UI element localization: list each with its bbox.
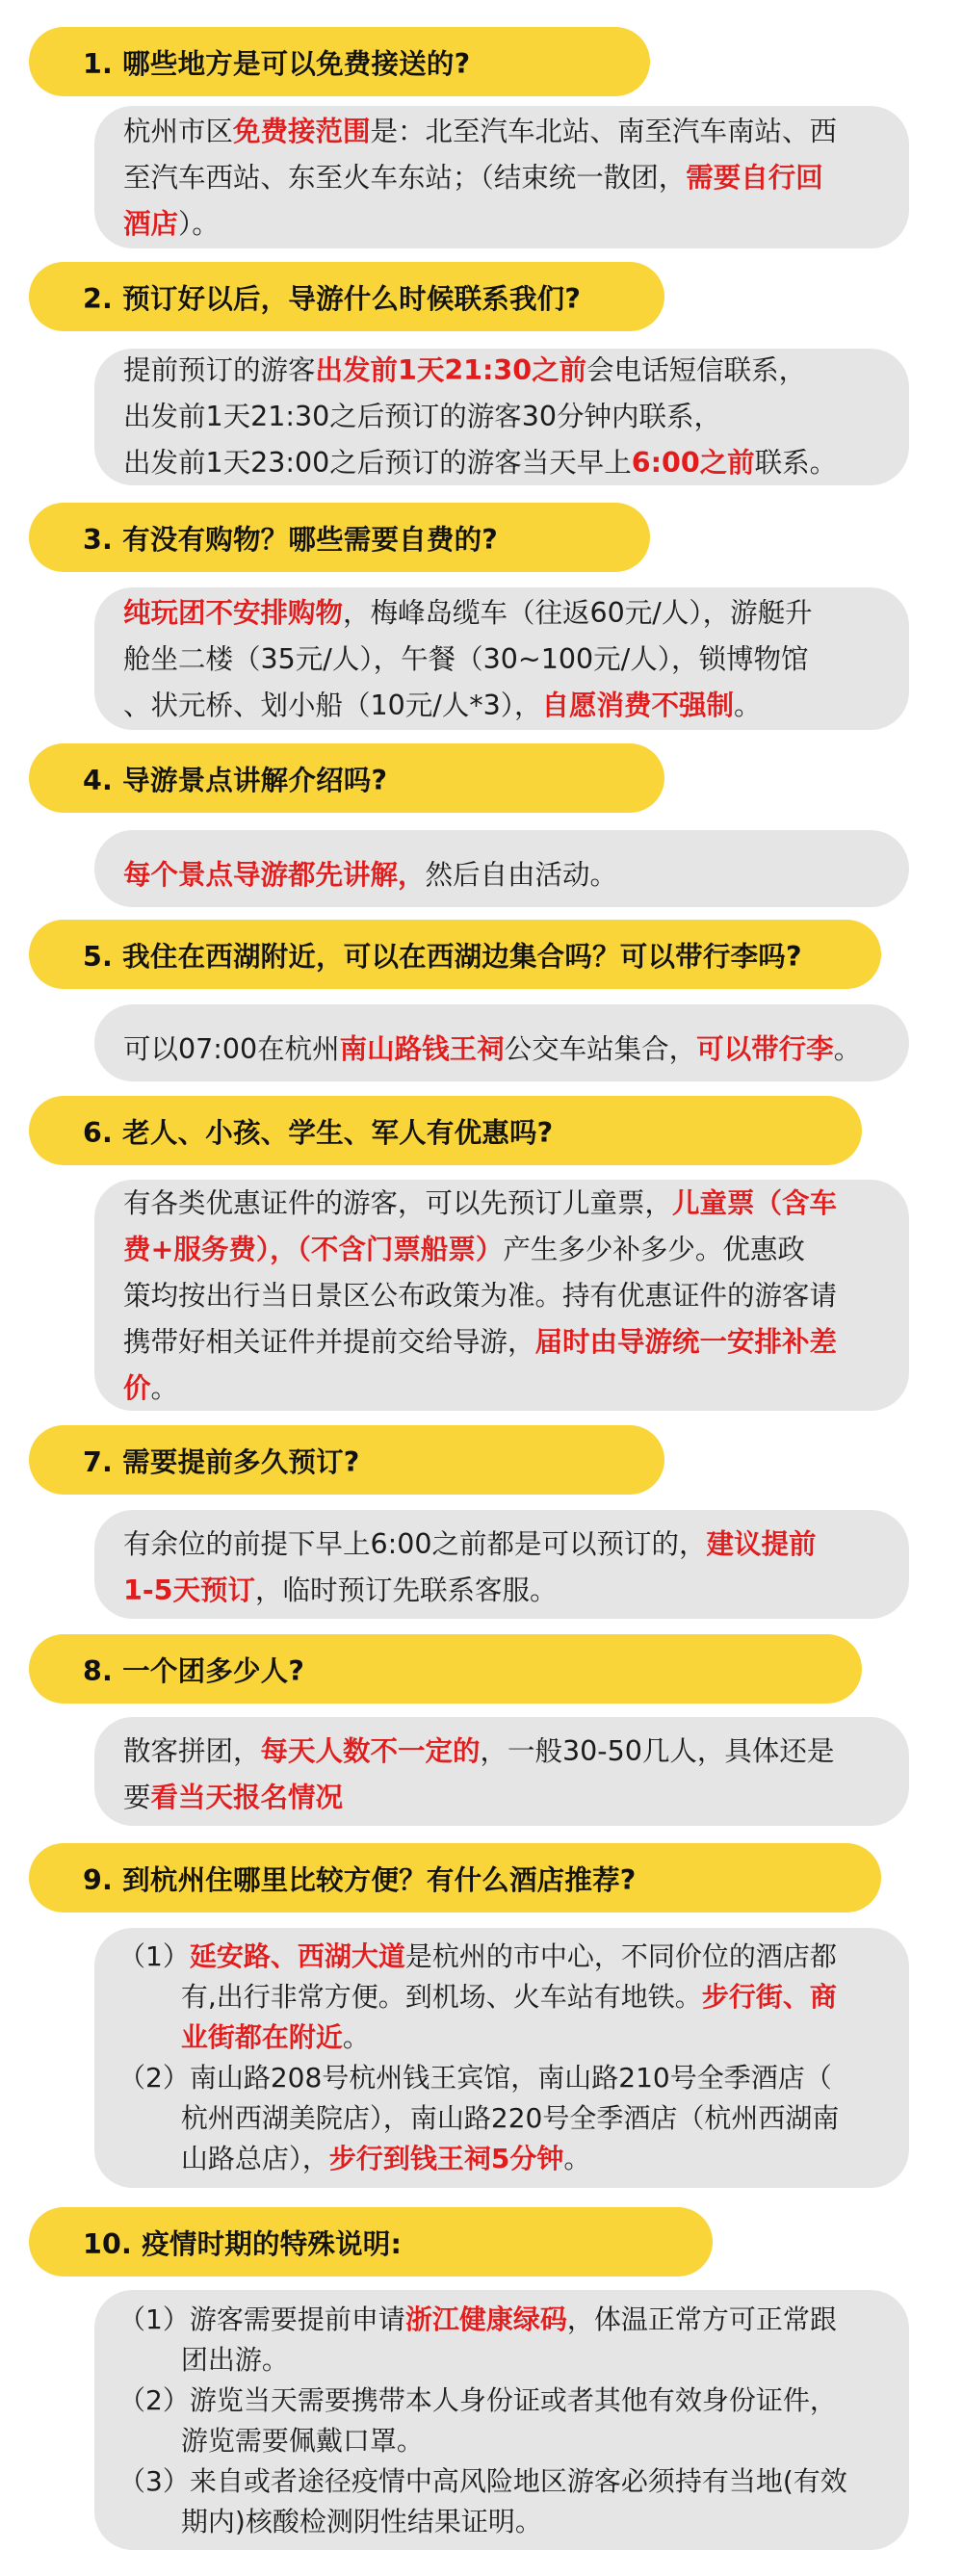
question-2 xyxy=(29,262,664,331)
question-4 xyxy=(29,743,664,813)
question-9 xyxy=(29,1843,881,1912)
answer-line xyxy=(123,590,880,637)
question-10 xyxy=(29,2207,713,2277)
answer-line xyxy=(118,2340,880,2381)
answer-text: 会电话短信联系， xyxy=(586,354,807,386)
answer-2 xyxy=(94,349,909,485)
answer-line xyxy=(123,1568,880,1614)
answer-text: 。 xyxy=(150,1372,179,1404)
answer-text: 。 xyxy=(563,2143,591,2174)
highlight-text: 步行到钱王祠5分钟 xyxy=(328,2143,564,2174)
answer-text: 团出游。 xyxy=(118,2344,289,2376)
answer-line xyxy=(118,2502,880,2542)
answer-line xyxy=(123,109,880,155)
highlight-text: 免费接范围 xyxy=(233,116,371,147)
highlight-text: 每个景点导游都先讲解， xyxy=(123,859,426,891)
answer-line xyxy=(123,394,880,440)
highlight-text: 出发前1天21:30之前 xyxy=(315,354,587,386)
answer-text: （2）游览当天需要携带本人身份证或者其他有效身份证件， xyxy=(118,2384,837,2416)
question-5 xyxy=(29,920,881,989)
highlight-text: 需要自行回 xyxy=(686,162,823,194)
answer-text: 。 xyxy=(833,1033,862,1065)
answer-line xyxy=(118,2461,880,2502)
answer-text: 有,出行非常方便。到机场、火车站有地铁。 xyxy=(118,1981,702,2013)
answer-line xyxy=(123,852,880,898)
answer-line xyxy=(118,2139,880,2179)
answer-line xyxy=(123,201,880,247)
answer-text: 有各类优惠证件的游客，可以先预订儿童票， xyxy=(123,1187,673,1219)
question-6 xyxy=(29,1096,862,1165)
answer-line xyxy=(123,1273,880,1319)
highlight-text: 南山路钱王祠 xyxy=(339,1033,505,1065)
answer-text: 散客拼团， xyxy=(123,1734,261,1767)
answer-line xyxy=(123,348,880,394)
highlight-text: 酒店 xyxy=(123,208,179,240)
answer-line xyxy=(123,155,880,201)
answer-text: 杭州西湖美院店），南山路220号全季酒店（杭州西湖南 xyxy=(118,2102,840,2134)
answer-text: 然后自由活动。 xyxy=(425,859,618,891)
answer-line xyxy=(123,683,880,729)
highlight-text: 1-5天预订 xyxy=(123,1574,255,1606)
highlight-text: 纯玩团不安排购物 xyxy=(123,596,344,629)
answer-6 xyxy=(94,1180,909,1411)
question-6-text: 6. 老人、小孩、学生、军人有优惠吗? xyxy=(83,1116,554,1149)
answer-3 xyxy=(94,587,909,730)
answer-text: 舱坐二楼（35元/人），午餐（30~100元/人），锁博物馆 xyxy=(123,642,809,675)
answer-text: （1）游客需要提前申请 xyxy=(118,2303,405,2335)
answer-text: 可以07:00在杭州 xyxy=(123,1033,340,1065)
answer-text: 至汽车西站、东至火车东站；（结束统一散团， xyxy=(123,162,687,194)
answer-line xyxy=(123,440,880,486)
answer-text: ，临时预订先联系客服。 xyxy=(255,1574,558,1606)
question-2-text: 2. 预订好以后，导游什么时候联系我们? xyxy=(83,282,582,315)
answer-line xyxy=(123,1027,880,1073)
highlight-text: 每天人数不一定的 xyxy=(260,1734,481,1767)
answer-text: 策均按出行当日景区公布政策为准。持有优惠证件的游客请 xyxy=(123,1280,838,1312)
highlight-text: 看当天报名情况 xyxy=(150,1781,344,1813)
question-4-text: 4. 导游景点讲解介绍吗? xyxy=(83,764,388,796)
answer-text: 产生多少补多少。优惠政 xyxy=(503,1234,805,1265)
answer-text xyxy=(118,2021,181,2053)
answer-10 xyxy=(94,2290,909,2550)
highlight-text: 浙江健康绿码 xyxy=(404,2303,567,2335)
answer-text: ，一般30-50几人，具体还是 xyxy=(480,1734,835,1767)
answer-line xyxy=(123,1181,880,1227)
answer-text: 提前预订的游客 xyxy=(123,354,316,386)
answer-line xyxy=(118,2421,880,2461)
answer-text: 要 xyxy=(123,1781,151,1813)
answer-text: 有余位的前提下早上6:00之前都是可以预订的， xyxy=(123,1527,707,1560)
answer-text: 公交车站集合， xyxy=(504,1033,697,1065)
answer-text: 是杭州的市中心，不同价位的酒店都 xyxy=(404,1940,837,1972)
highlight-text: 费+服务费），（不含门票船票） xyxy=(123,1234,504,1265)
answer-line xyxy=(118,2300,880,2340)
answer-text: 。 xyxy=(342,2021,370,2053)
highlight-text: 届时由导游统一安排补差 xyxy=(534,1326,838,1358)
answer-5 xyxy=(94,1004,909,1081)
question-8 xyxy=(29,1634,862,1704)
question-7 xyxy=(29,1425,664,1495)
answer-8 xyxy=(94,1717,909,1826)
answer-text: 出发前1天23:00之后预订的游客当天早上 xyxy=(123,447,632,479)
highlight-text: 6:00之前 xyxy=(631,447,755,479)
answer-text: 是：北至汽车北站、南至汽车南站、西 xyxy=(370,116,838,147)
question-1-text: 1. 哪些地方是可以免费接送的? xyxy=(83,47,471,80)
answer-line xyxy=(123,637,880,683)
answer-line xyxy=(123,1319,880,1366)
highlight-text: 业街都在附近 xyxy=(180,2021,343,2053)
question-7-text: 7. 需要提前多久预订? xyxy=(83,1445,360,1478)
answer-line xyxy=(123,1729,880,1775)
answer-text: 杭州市区 xyxy=(123,116,234,147)
answer-1 xyxy=(94,106,909,248)
answer-text: 山路总店）， xyxy=(118,2143,329,2174)
answer-text: ）。 xyxy=(178,208,220,240)
answer-text: 游览需要佩戴口罩。 xyxy=(118,2425,424,2457)
highlight-text: 价 xyxy=(123,1372,151,1404)
answer-line xyxy=(118,2017,880,2058)
answer-text: 携带好相关证件并提前交给导游， xyxy=(123,1326,535,1358)
answer-text: （1） xyxy=(118,1940,190,1972)
answer-9 xyxy=(94,1928,909,2188)
answer-line xyxy=(123,1775,880,1821)
answer-text: 期内)核酸检测阴性结果证明。 xyxy=(118,2506,542,2537)
answer-text: 。 xyxy=(734,689,762,721)
answer-line xyxy=(118,2381,880,2421)
answer-7 xyxy=(94,1510,909,1619)
question-8-text: 8. 一个团多少人? xyxy=(83,1654,305,1687)
answer-text: 出发前1天21:30之后预订的游客30分钟内联系， xyxy=(123,401,722,432)
question-1 xyxy=(29,27,650,96)
question-3-text: 3. 有没有购物？哪些需要自费的? xyxy=(83,523,499,556)
answer-line xyxy=(123,1522,880,1568)
answer-line xyxy=(118,2058,880,2098)
highlight-text: 可以带行李 xyxy=(696,1033,834,1065)
answer-line xyxy=(123,1227,880,1273)
highlight-text: 建议提前 xyxy=(706,1527,817,1560)
highlight-text: 步行街、商 xyxy=(701,1981,837,2013)
question-10-text: 10. 疫情时期的特殊说明: xyxy=(83,2227,403,2260)
answer-4 xyxy=(94,830,909,907)
question-5-text: 5. 我住在西湖附近，可以在西湖边集合吗？可以带行李吗? xyxy=(83,940,802,973)
highlight-text: 儿童票（含车 xyxy=(672,1187,838,1219)
highlight-text: 延安路、西湖大道 xyxy=(189,1940,405,1972)
question-3 xyxy=(29,503,650,572)
answer-line xyxy=(118,1937,880,1977)
answer-text: （2）南山路208号杭州钱王宾馆，南山路210号全季酒店（ xyxy=(118,2062,832,2094)
answer-line xyxy=(123,1366,880,1412)
answer-text: ，梅峰岛缆车（往返60元/人），游艇升 xyxy=(343,596,813,629)
answer-text: （3）来自或者途径疫情中高风险地区游客必须持有当地(有效 xyxy=(118,2465,847,2497)
answer-text: ，体温正常方可正常跟 xyxy=(566,2303,837,2335)
answer-text: 联系。 xyxy=(754,447,838,479)
answer-line xyxy=(118,1977,880,2017)
question-9-text: 9. 到杭州住哪里比较方便？有什么酒店推荐? xyxy=(83,1863,637,1896)
answer-line xyxy=(118,2098,880,2139)
answer-text: 、状元桥、划小船（10元/人*3）， xyxy=(123,689,542,721)
highlight-text: 自愿消费不强制 xyxy=(541,689,735,721)
